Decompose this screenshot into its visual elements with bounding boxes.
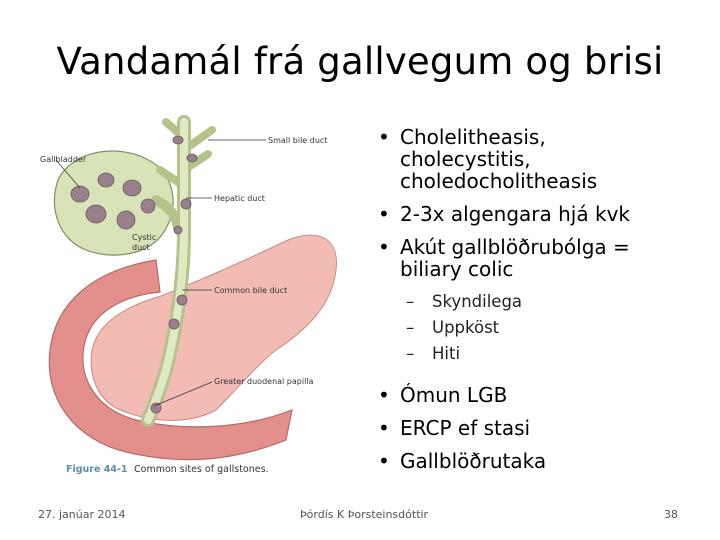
gallstones-illustration <box>36 110 352 482</box>
bullet-dot: • <box>378 449 390 473</box>
figure-caption-text: Common sites of gallstones. <box>134 464 269 475</box>
bullet-female-prevalence: • 2-3x algengara hjá kvk <box>378 202 630 226</box>
slide-number: 38 <box>664 508 678 521</box>
label-papilla: Greater duodenal papilla <box>214 377 314 386</box>
label-gallbladder: Gallbladder <box>40 155 87 164</box>
bullet-ercp: • ERCP ef stasi <box>378 416 531 440</box>
bullet-cholecystectomy: • Gallblöðrutaka <box>378 449 547 473</box>
footer-date: 27. janúar 2014 <box>38 508 126 521</box>
gallstones-figure <box>36 110 352 482</box>
label-duct: duct <box>132 243 150 252</box>
footer-author: Þórdís K Þorsteinsdóttir <box>300 508 429 521</box>
slide-title: Vandamál frá gallvegum og brisi <box>56 40 664 83</box>
label-common-bile-duct: Common bile duct <box>214 286 288 295</box>
bullet-acute-cholecystitis: • Akút gallblöðrubólga = biliary colic <box>378 235 630 281</box>
bullet-dot: • <box>378 202 390 226</box>
bullet-dot: • <box>378 383 390 407</box>
pancreas-shape <box>91 235 336 420</box>
label-cystic: Cystic <box>132 233 157 242</box>
bullet-dot: • <box>378 125 390 149</box>
bullet-ultrasound: • Ómun LGB <box>378 383 508 407</box>
label-small-bile-duct: Small bile duct <box>268 136 328 145</box>
bullet-cholelithiasis: • Cholelitheasis, cholecystitis, choledocholitheasis <box>378 125 598 193</box>
label-hepatic-duct: Hepatic duct <box>214 194 265 203</box>
figure-caption-prefix: Figure 44-1 <box>66 464 128 475</box>
sub-bullet-sudden: – Skyndilega <box>406 292 523 311</box>
bullet-dot: • <box>378 416 390 440</box>
bullet-list <box>378 126 708 483</box>
sub-bullet-vomiting: – Uppköst <box>406 318 500 337</box>
bullet-dot: • <box>378 235 390 259</box>
sub-bullet-fever: – Hiti <box>406 344 461 363</box>
sub-bullet-list <box>378 291 708 364</box>
